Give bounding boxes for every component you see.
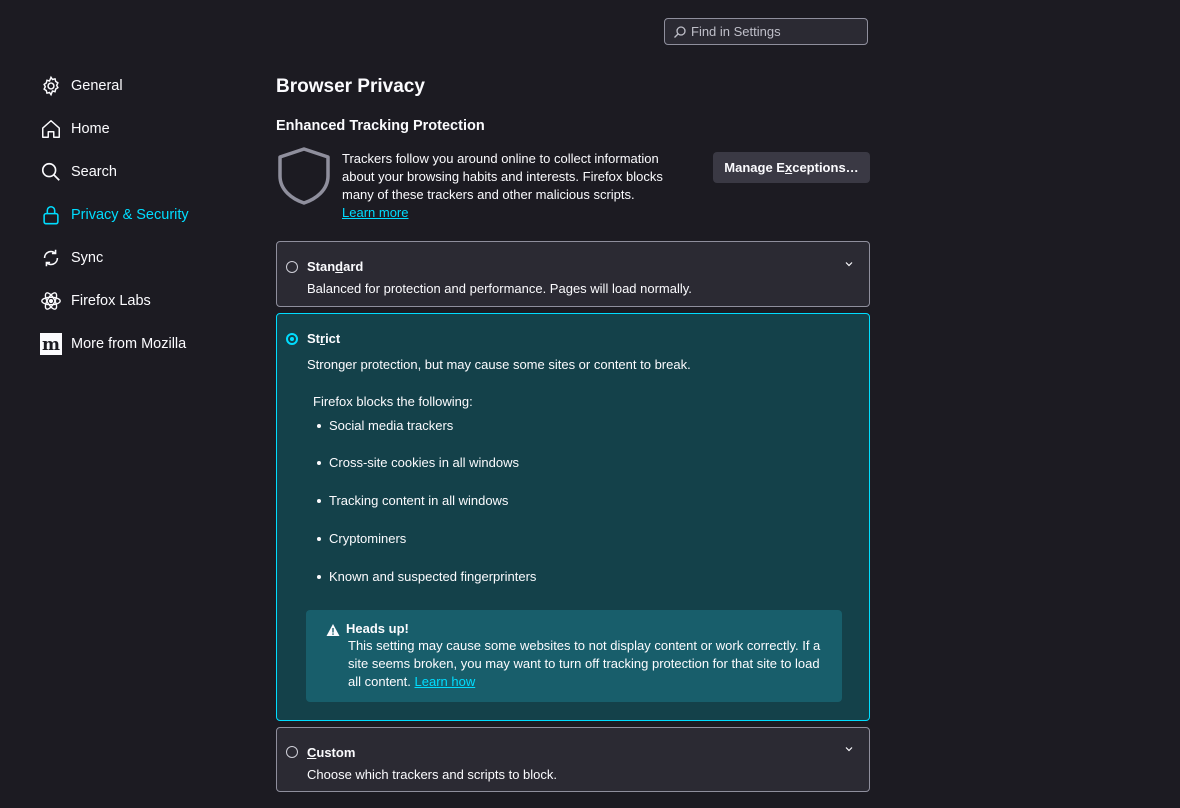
sidebar-item-sync[interactable] (40, 236, 260, 279)
strict-radio[interactable] (286, 333, 298, 345)
standard-label (307, 259, 363, 274)
page-title: Browser Privacy (276, 76, 425, 97)
sidebar (40, 64, 260, 365)
strict-label (307, 331, 340, 346)
heads-up-warning (306, 610, 842, 702)
custom-label-post: ustom (316, 745, 356, 760)
sidebar-item-label: Search (71, 163, 117, 180)
settings-search-box[interactable] (664, 18, 868, 45)
standard-label-post: ard (343, 259, 364, 274)
sidebar-item-privacy-security[interactable] (40, 193, 260, 236)
standard-description: Balanced for protection and performance. Pages will load normally. (307, 281, 692, 296)
standard-radio[interactable] (286, 261, 298, 273)
bullet (317, 537, 321, 541)
strict-option-card[interactable] (276, 313, 870, 721)
lock-icon (40, 204, 62, 226)
block-item-label: Known and suspected fingerprinters (329, 569, 537, 584)
standard-accesskey: d (335, 259, 344, 274)
block-item-label: Cross-site cookies in all windows (329, 455, 520, 470)
warning-icon (326, 623, 340, 637)
sidebar-item-general[interactable] (40, 64, 260, 107)
manage-exceptions-accesskey: x (784, 160, 793, 175)
learn-how-link[interactable]: Learn how (414, 674, 476, 689)
warning-body: This setting may cause some websites to not display content or work correctly. If a site seems broken, you may want to turn off tracking protection for that site to load all content. (348, 638, 821, 689)
sidebar-item-more-from-mozilla[interactable] (40, 322, 260, 365)
sidebar-item-firefox-labs[interactable] (40, 279, 260, 322)
warning-title: Heads up! (346, 621, 409, 636)
blocks-title: Firefox blocks the following: (313, 394, 473, 409)
block-item-label: Tracking content in all windows (329, 493, 509, 508)
etp-description (342, 150, 692, 222)
strict-label-post: ict (325, 331, 341, 346)
search-icon (40, 161, 62, 183)
strict-description: Stronger protection, but may cause some sites or content to break. (307, 357, 691, 372)
strict-accesskey: r (320, 331, 326, 346)
bullet (317, 575, 321, 579)
learn-more-link[interactable]: Learn more (342, 205, 409, 220)
warning-text (348, 637, 828, 691)
home-icon (40, 118, 62, 140)
manage-exceptions-label-post: ceptions… (792, 160, 859, 175)
sidebar-item-label: More from Mozilla (71, 335, 187, 352)
sync-icon (40, 247, 62, 269)
etp-heading: Enhanced Tracking Protection (276, 118, 485, 134)
list-item (317, 493, 508, 508)
standard-option-card[interactable] (276, 241, 870, 307)
sidebar-item-label: Home (71, 120, 110, 137)
mozilla-icon (40, 333, 62, 355)
etp-description-text: Trackers follow you around online to collect information about your browsing habits and interests. Firefox blocks many of these trackers and other malicious scripts. (342, 151, 663, 202)
custom-option-card[interactable] (276, 727, 870, 792)
manage-exceptions-label-pre: Manage E (724, 160, 785, 175)
custom-label (307, 745, 355, 760)
sidebar-item-label: Sync (71, 249, 104, 266)
custom-accesskey: C (307, 745, 317, 760)
strict-label-pre: St (307, 331, 320, 346)
chevron-down-icon[interactable] (843, 257, 855, 269)
standard-label-pre: Stan (307, 259, 336, 274)
sidebar-item-home[interactable] (40, 107, 260, 150)
list-item (317, 418, 453, 433)
sidebar-item-search[interactable] (40, 150, 260, 193)
shield-icon (276, 146, 332, 206)
atom-icon (40, 290, 62, 312)
block-item-label: Social media trackers (329, 418, 454, 433)
settings-search-input[interactable] (691, 24, 861, 39)
manage-exceptions-button[interactable] (713, 152, 870, 183)
list-item (317, 569, 536, 584)
list-item (317, 455, 519, 470)
bullet (317, 499, 321, 503)
chevron-down-icon[interactable] (843, 742, 855, 754)
svg-text:m: m (42, 334, 60, 355)
custom-description: Choose which trackers and scripts to block. (307, 767, 557, 782)
list-item (317, 531, 406, 546)
block-item-label: Cryptominers (329, 531, 407, 546)
sidebar-item-label: Privacy & Security (71, 206, 189, 223)
search-icon (673, 25, 687, 39)
bullet (317, 461, 321, 465)
sidebar-item-label: General (71, 77, 123, 94)
custom-radio[interactable] (286, 746, 298, 758)
gear-icon (40, 75, 62, 97)
sidebar-item-label: Firefox Labs (71, 292, 151, 309)
bullet (317, 424, 321, 428)
